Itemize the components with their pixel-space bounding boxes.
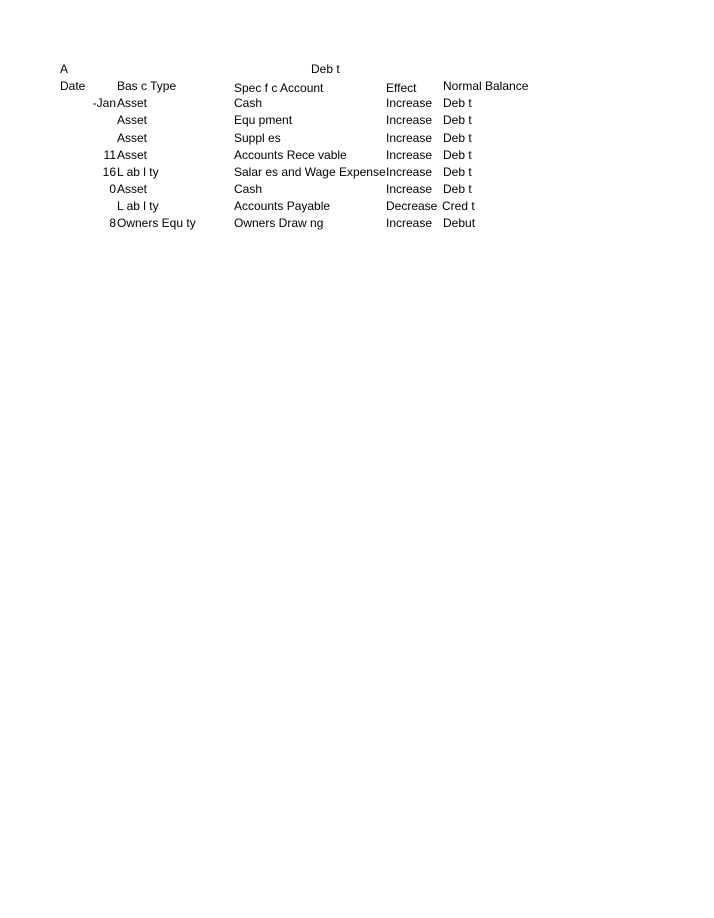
header-effect: Effect: [386, 81, 417, 95]
row-effect: Increase: [386, 113, 433, 127]
row-basic-type: Asset: [117, 131, 148, 145]
row-specific-account: Owners Draw ng: [234, 216, 324, 230]
row-normal-balance: Deb t: [443, 182, 472, 196]
header-specific-account: Spec f c Account: [234, 81, 324, 95]
row-normal-balance: Deb t: [443, 96, 472, 110]
row-date: 0: [109, 182, 116, 196]
row-specific-account: Cash: [234, 182, 263, 196]
row-effect: Increase: [386, 182, 433, 196]
row-specific-account: Suppl es: [234, 131, 281, 145]
header-basic-type: Bas c Type: [117, 79, 177, 93]
row-basic-type: Asset: [117, 113, 148, 127]
row-date: 16: [102, 165, 116, 179]
title-left: A: [60, 62, 69, 76]
row-effect: Increase: [386, 165, 433, 179]
row-basic-type: Asset: [117, 148, 148, 162]
row-specific-account: Salar es and Wage Expense: [234, 165, 386, 179]
row-effect: Increase: [386, 96, 433, 110]
row-date: -Jan: [92, 96, 116, 110]
title-center: Deb t: [311, 62, 340, 76]
row-specific-account: Accounts Payable: [234, 199, 331, 213]
row-basic-type: Owners Equ ty: [117, 216, 196, 230]
header-normal-balance: Normal Balance: [443, 79, 529, 93]
row-effect: Increase: [386, 148, 433, 162]
row-normal-balance: Deb t: [443, 113, 472, 127]
header-date: Date: [60, 79, 86, 93]
row-normal-balance: Cred t: [442, 199, 475, 213]
row-effect: Increase: [386, 216, 433, 230]
row-date: 11: [103, 148, 116, 162]
row-normal-balance: Debut: [443, 216, 476, 230]
row-basic-type: Asset: [117, 96, 148, 110]
row-effect: Increase: [386, 131, 433, 145]
row-basic-type: L ab l ty: [117, 199, 159, 213]
row-specific-account: Cash: [234, 96, 263, 110]
row-normal-balance: Deb t: [443, 165, 472, 179]
row-date: 8: [109, 216, 116, 230]
row-basic-type: L ab l ty: [117, 165, 159, 179]
row-normal-balance: Deb t: [443, 148, 472, 162]
row-normal-balance: Deb t: [443, 131, 472, 145]
row-specific-account: Equ pment: [234, 113, 293, 127]
row-basic-type: Asset: [117, 182, 148, 196]
row-specific-account: Accounts Rece vable: [234, 148, 347, 162]
row-effect: Decrease: [386, 199, 438, 213]
